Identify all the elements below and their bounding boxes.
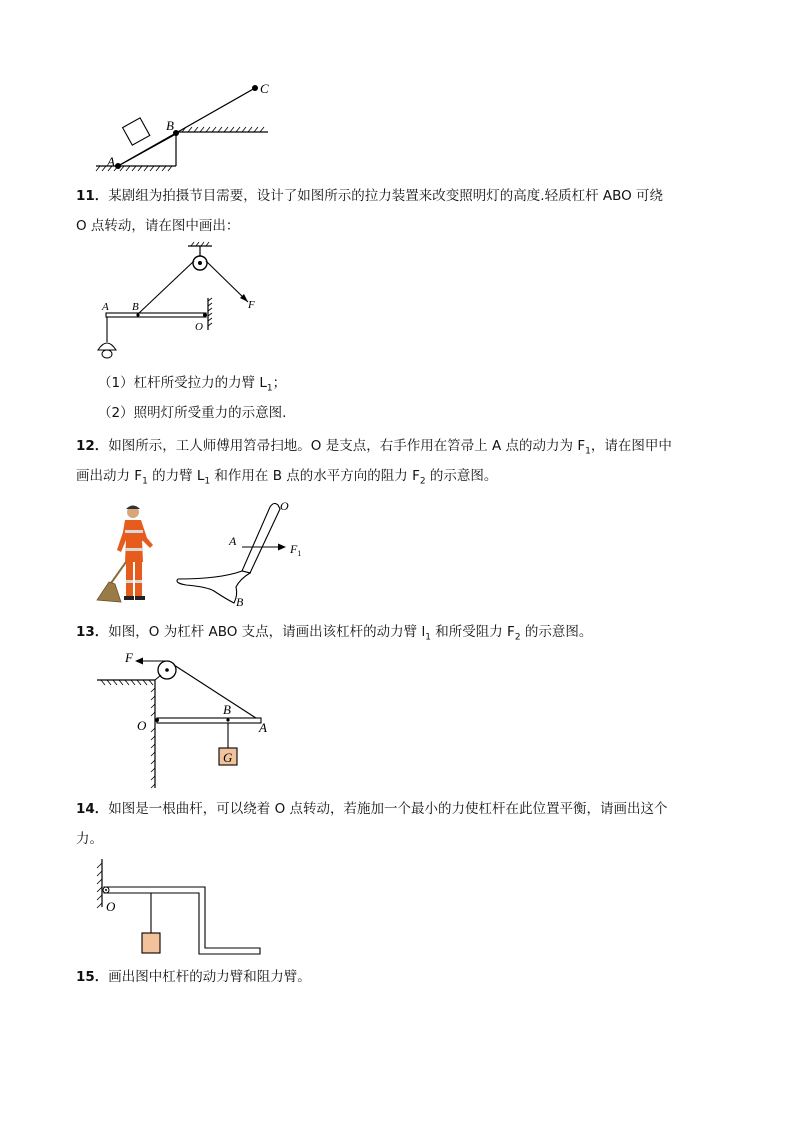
- worker-sweeping-photo: [95, 500, 170, 605]
- pulley-lamp-figure: [88, 238, 278, 368]
- label-o: O: [280, 499, 289, 513]
- label-f: $F_1$: [290, 542, 302, 558]
- question-11: [76, 187, 663, 205]
- question-number: 14．: [76, 801, 109, 817]
- label-b: B: [223, 702, 231, 717]
- bent-lever-figure: [90, 855, 275, 965]
- label-b: B: [132, 301, 139, 313]
- label-a: A: [259, 720, 267, 735]
- label-g: G: [223, 750, 233, 765]
- incline-figure: [90, 78, 290, 178]
- label-c: C: [260, 81, 269, 96]
- label-o: O: [195, 321, 203, 333]
- question-number: 13．: [76, 624, 109, 640]
- question-number: 12．: [76, 438, 109, 454]
- question-number: 11．: [76, 188, 109, 204]
- label-f: F: [248, 299, 255, 311]
- label-a: A: [107, 154, 115, 169]
- question-12-line2: 画出动力 $F_1$ 的力臂 $L_1$ 和作用在 B 点的水平方向的阻力 $F_2$ 的示意图。: [76, 468, 498, 487]
- broom-diagram: [170, 495, 310, 610]
- label-o: O: [137, 718, 147, 733]
- question-15: 15．画出图中杠杆的动力臂和阻力臂。: [76, 969, 311, 985]
- question-12: 12．如图所示，工人师傅用笤帚扫地。O 是支点，右手作用在笤帚上 A 点的动力为 $F_1$，请在图甲中: [76, 438, 672, 457]
- label-a: A: [229, 534, 237, 548]
- question-text-line1: 某剧组为拍摄节目需要，设计了如图所示的拉力装置来改变照明灯的高度.轻质杠杆 ABO 可绕: [108, 188, 664, 204]
- lever-pulley-figure: [95, 648, 285, 793]
- question-14-line2: 力。: [76, 831, 103, 847]
- question-number: 15．: [76, 969, 109, 985]
- label-f: F: [125, 650, 133, 665]
- question-11-line2: O 点转动，请在图中画出：: [76, 218, 240, 234]
- label-o: O: [106, 899, 116, 914]
- question-14: 14．如图是一根曲杆，可以绕着 O 点转动，若施加一个最小的力使杠杆在此位置平衡，请画出这个: [76, 801, 668, 817]
- label-b: B: [166, 118, 174, 133]
- question-13: 13．如图，O 为杠杆 ABO 支点，请画出该杠杆的动力臂 $l_1$ 和所受阻力 $F_2$ 的示意图。: [76, 624, 593, 643]
- label-b: B: [236, 595, 244, 609]
- question-11-sub2: （2）照明灯所受重力的示意图.: [98, 405, 287, 421]
- label-a: A: [102, 301, 109, 313]
- question-11-sub1: （1）杠杆所受拉力的力臂 $L_1$；: [98, 375, 287, 394]
